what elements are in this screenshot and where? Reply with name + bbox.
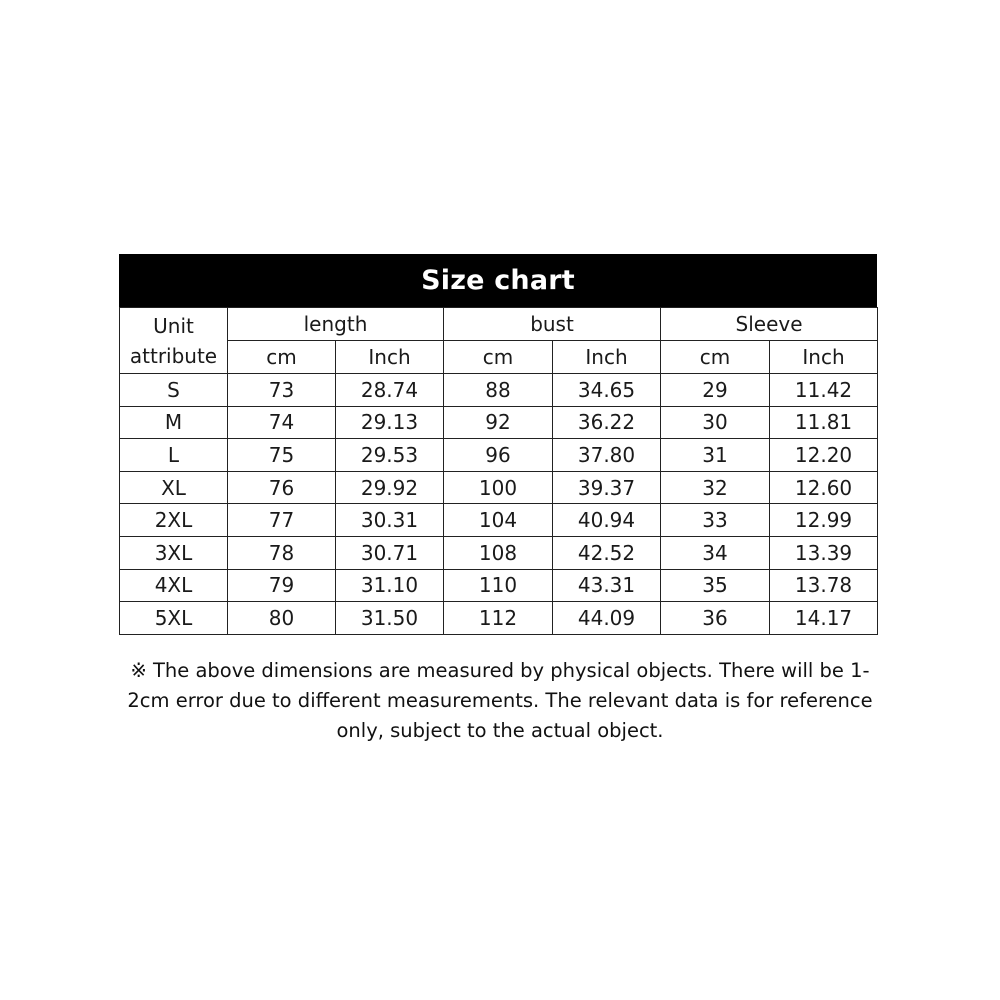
measurement-cell: 112 <box>444 602 553 635</box>
size-label: 4XL <box>120 569 228 602</box>
measurement-cell: 32 <box>661 471 770 504</box>
measurement-cell: 100 <box>444 471 553 504</box>
measurement-cell: 34.65 <box>553 374 661 407</box>
measurement-cell: 37.80 <box>553 439 661 472</box>
measurement-cell: 104 <box>444 504 553 537</box>
group-header-sleeve: Sleeve <box>661 308 878 341</box>
measurement-cell: 14.17 <box>770 602 878 635</box>
size-label: L <box>120 439 228 472</box>
measurement-cell: 33 <box>661 504 770 537</box>
unit-header: cm <box>444 341 553 374</box>
measurement-cell: 11.81 <box>770 406 878 439</box>
measurement-cell: 74 <box>228 406 336 439</box>
group-header-length: length <box>228 308 444 341</box>
size-label: 5XL <box>120 602 228 635</box>
measurement-cell: 35 <box>661 569 770 602</box>
measurement-cell: 29.92 <box>336 471 444 504</box>
measurement-cell: 42.52 <box>553 536 661 569</box>
measurement-cell: 77 <box>228 504 336 537</box>
measurement-cell: 110 <box>444 569 553 602</box>
measurement-cell: 31.10 <box>336 569 444 602</box>
measurement-cell: 76 <box>228 471 336 504</box>
size-label: XL <box>120 471 228 504</box>
measurement-cell: 30.71 <box>336 536 444 569</box>
measurement-cell: 36 <box>661 602 770 635</box>
measurement-cell: 43.31 <box>553 569 661 602</box>
measurement-cell: 88 <box>444 374 553 407</box>
measurement-cell: 13.78 <box>770 569 878 602</box>
chart-title: Size chart <box>119 254 877 307</box>
measurement-cell: 11.42 <box>770 374 878 407</box>
measurement-cell: 79 <box>228 569 336 602</box>
measurement-cell: 78 <box>228 536 336 569</box>
unit-label: Unit <box>153 313 194 338</box>
header-row-groups <box>120 308 878 341</box>
measurement-cell: 29 <box>661 374 770 407</box>
measurement-cell: 28.74 <box>336 374 444 407</box>
attribute-label: attribute <box>129 343 218 368</box>
measurement-cell: 92 <box>444 406 553 439</box>
measurement-cell: 96 <box>444 439 553 472</box>
size-label: M <box>120 406 228 439</box>
size-chart <box>119 254 877 635</box>
table-row <box>120 439 878 472</box>
measurement-cell: 73 <box>228 374 336 407</box>
size-label: 3XL <box>120 536 228 569</box>
measurement-cell: 34 <box>661 536 770 569</box>
unit-header: cm <box>661 341 770 374</box>
measurement-cell: 80 <box>228 602 336 635</box>
measurement-cell: 12.99 <box>770 504 878 537</box>
header-row-units <box>120 341 878 374</box>
table-row <box>120 471 878 504</box>
unit-header: Inch <box>336 341 444 374</box>
size-label: 2XL <box>120 504 228 537</box>
table-row <box>120 536 878 569</box>
measurement-cell: 13.39 <box>770 536 878 569</box>
measurement-cell: 108 <box>444 536 553 569</box>
measurement-note: ※ The above dimensions are measured by physical objects. There will be 1-2cm error due to different measurements. The relevant data is for reference only, subject to the actual object. <box>127 659 873 742</box>
group-header-bust: bust <box>444 308 661 341</box>
table-row <box>120 602 878 635</box>
size-label: S <box>120 374 228 407</box>
size-table <box>119 307 878 635</box>
unit-attribute-header <box>120 308 228 374</box>
table-row <box>120 406 878 439</box>
measurement-cell: 30.31 <box>336 504 444 537</box>
unit-header: Inch <box>553 341 661 374</box>
table-row <box>120 374 878 407</box>
measurement-cell: 12.20 <box>770 439 878 472</box>
measurement-cell: 31.50 <box>336 602 444 635</box>
measurement-cell: 31 <box>661 439 770 472</box>
measurement-cell: 40.94 <box>553 504 661 537</box>
table-row <box>120 569 878 602</box>
measurement-cell: 44.09 <box>553 602 661 635</box>
measurement-cell: 29.13 <box>336 406 444 439</box>
measurement-cell: 29.53 <box>336 439 444 472</box>
measurement-cell: 12.60 <box>770 471 878 504</box>
unit-header: Inch <box>770 341 878 374</box>
measurement-cell: 75 <box>228 439 336 472</box>
measurement-cell: 39.37 <box>553 471 661 504</box>
table-row <box>120 504 878 537</box>
unit-header: cm <box>228 341 336 374</box>
measurement-cell: 30 <box>661 406 770 439</box>
measurement-cell: 36.22 <box>553 406 661 439</box>
